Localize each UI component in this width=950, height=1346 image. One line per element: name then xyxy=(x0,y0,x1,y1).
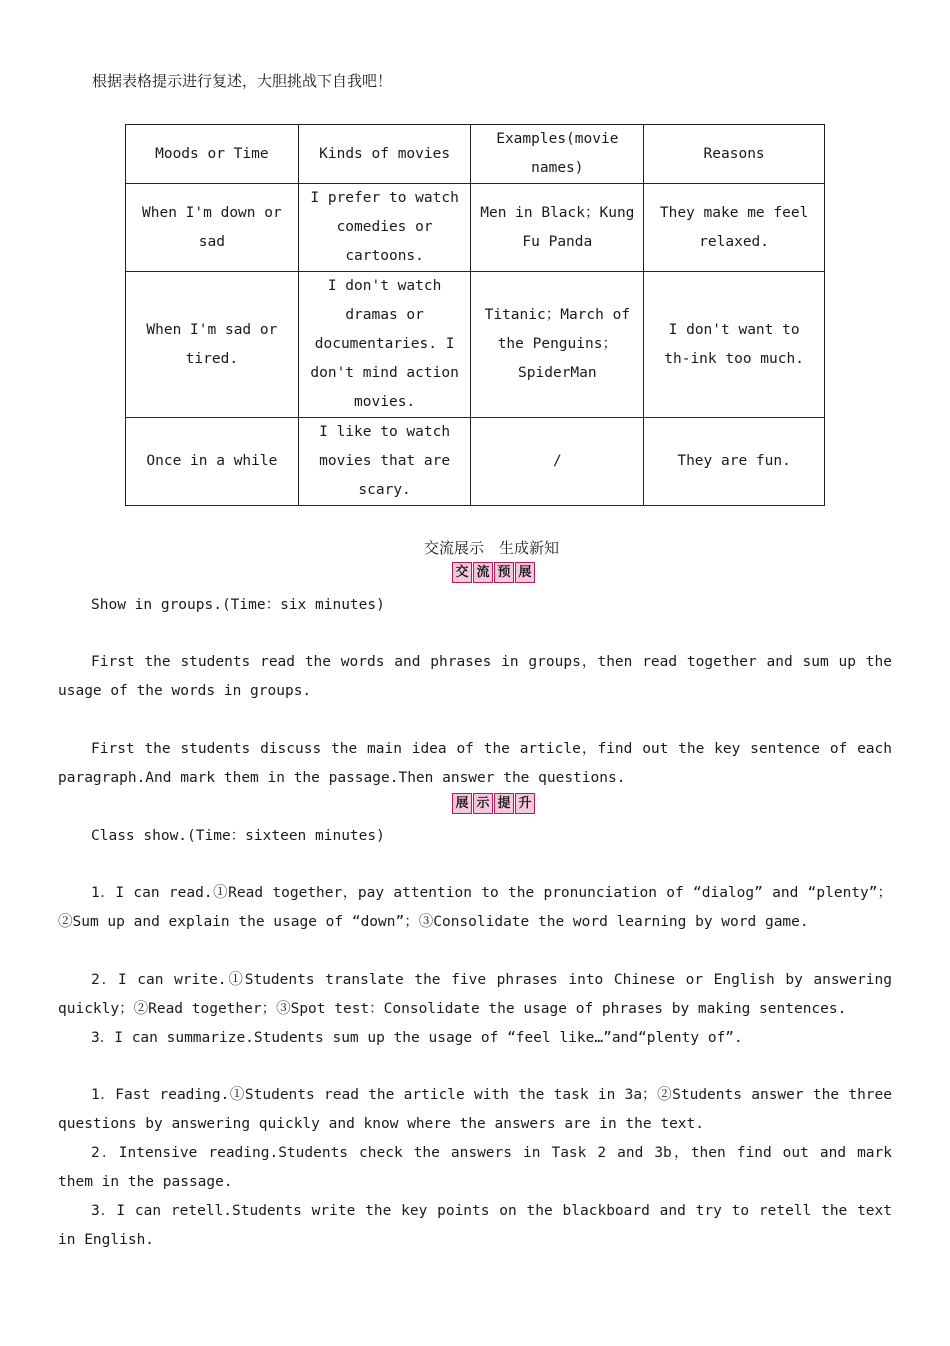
movie-table xyxy=(125,124,825,506)
list-item: 3．I can summarize.Students sum up the usage of “feel like…”and“plenty of”. xyxy=(91,1030,743,1046)
table-cell: I like to watch movies that are scary. xyxy=(298,418,471,506)
table-cell: They make me feel relaxed. xyxy=(644,184,825,272)
paragraph: First the students read the words and phrases in groups，then read together and sum up the usage of the words in groups. xyxy=(58,654,892,699)
table-cell: I don't want to th-ink too much. xyxy=(644,272,825,418)
table-cell: Titanic；March of the Penguins；SpiderMan xyxy=(471,272,644,418)
section-badge-exchange xyxy=(452,562,535,583)
table-cell: I prefer to watch comedies or cartoons. xyxy=(298,184,471,272)
header-cell: Reasons xyxy=(644,125,825,184)
badge-char: 展 xyxy=(452,793,472,814)
badge-char: 流 xyxy=(473,562,493,583)
badge-char: 示 xyxy=(473,793,493,814)
table-cell: Men in Black；Kung Fu Panda xyxy=(471,184,644,272)
paragraph: Show in groups.(Time：six minutes) xyxy=(91,597,385,613)
section-title: 交流展示 生成新知 xyxy=(423,539,559,557)
section-badge-show xyxy=(452,793,535,814)
badge-char: 提 xyxy=(494,793,514,814)
header-cell: Examples(movie names) xyxy=(471,125,644,184)
badge-char: 展 xyxy=(515,562,535,583)
list-item: 2．I can write.①Students translate the five phrases into Chinese or English by answering quickly；②Read together；③Spot test：Consolidate the usage of phrases by making sentences. xyxy=(58,972,892,1017)
header-cell: Kinds of movies xyxy=(298,125,471,184)
table-cell: When I'm down or sad xyxy=(126,184,299,272)
table-cell: They are fun. xyxy=(644,418,825,506)
table-cell: / xyxy=(471,418,644,506)
table-header-row xyxy=(126,125,825,184)
table-row xyxy=(126,184,825,272)
header-cell: Moods or Time xyxy=(126,125,299,184)
badge-char: 交 xyxy=(452,562,472,583)
list-item: 1．I can read.①Read together，pay attention to the pronunciation of “dialog” and “plenty”；②Sum up and explain the usage of “down”；③Consolidate the word learning by word game. xyxy=(58,885,892,930)
paragraph: First the students discuss the main idea of the article，find out the key sentence of each paragraph.And mark them in the passage.Then answer the questions. xyxy=(58,741,892,786)
list-item: 2．Intensive reading.Students check the answers in Task 2 and 3b，then find out and mark them in the passage. xyxy=(58,1145,892,1190)
badge-char: 升 xyxy=(515,793,535,814)
list-item: 1．Fast reading.①Students read the article with the task in 3a；②Students answer the three questions by answering quickly and know where the answers are in the text. xyxy=(58,1087,892,1132)
table-cell: Once in a while xyxy=(126,418,299,506)
table-cell: When I'm sad or tired. xyxy=(126,272,299,418)
intro-instruction: 根据表格提示进行复述，大胆挑战下自我吧！ xyxy=(92,72,393,90)
paragraph: Class show.(Time：sixteen minutes) xyxy=(91,828,385,844)
list-item: 3．I can retell.Students write the key points on the blackboard and try to retell the text in English. xyxy=(58,1203,892,1248)
table-row xyxy=(126,272,825,418)
badge-char: 预 xyxy=(494,562,514,583)
table-cell: I don't watch dramas or documentaries. I don't mind action movies. xyxy=(298,272,471,418)
table-row xyxy=(126,418,825,506)
